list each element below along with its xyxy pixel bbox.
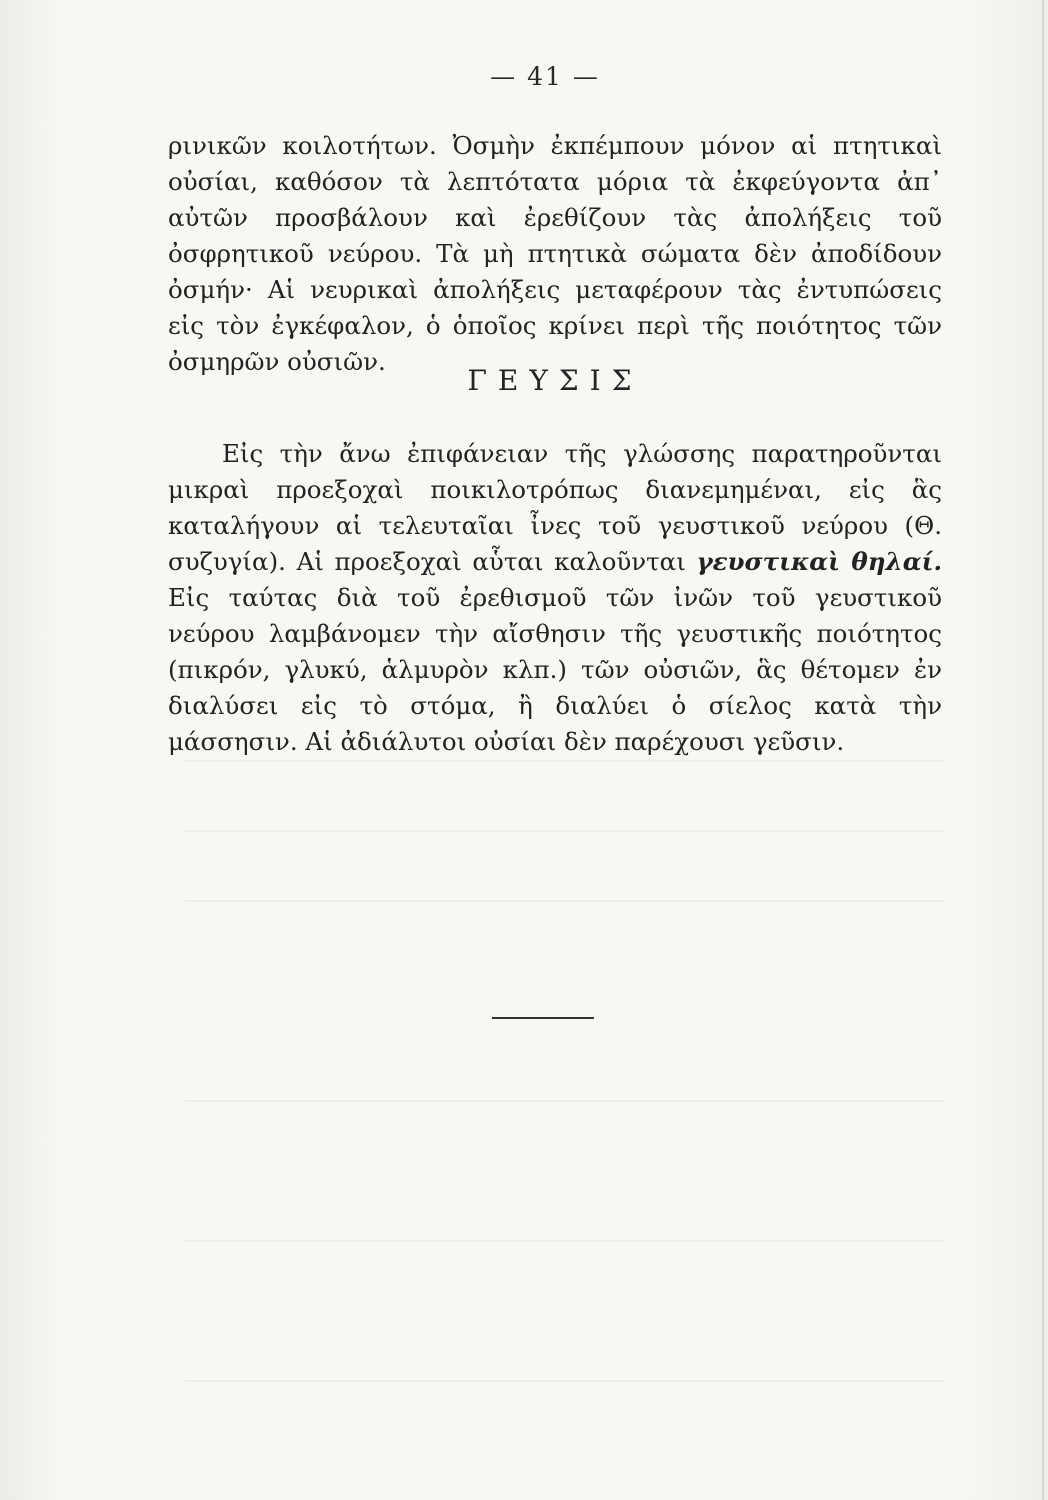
bleed-through-line bbox=[185, 830, 945, 832]
paragraph-smell-text: ρινικῶν κοιλοτήτων. Ὀσμὴν ἐκπέμπουν μόνον αἱ πτητικαὶ οὐσίαι, καθόσον τὰ λεπτότατα μόρια τὰ ἐκφεύγοντα ἀπ᾽ αὐτῶν προσβάλουν καὶ ἐρεθίζουν τὰς ἀπολήξεις τοῦ ὀσφρητικοῦ νεύρου. Τὰ μὴ πτητικὰ σώματα δὲν ἀποδίδουν ὀσμήν· Αἱ νευρικαὶ ἀπολήξεις μεταφέρουν τὰς ἐντυπώσεις εἰς τὸν ἐγκέφαλον, ὁ ὁποῖος κρίνει περὶ τῆς ποιότητος τῶν ὀσμηρῶν οὐσιῶν. bbox=[168, 131, 942, 376]
page-number: — 41 — bbox=[490, 62, 600, 91]
paragraph-taste bbox=[168, 436, 942, 760]
bleed-through-line bbox=[185, 1380, 945, 1382]
taste-papillae-term: γευστικαὶ θηλαί. bbox=[696, 547, 942, 576]
paragraph-taste-before: Εἰς τὴν ἄνω ἐπιφάνειαν τῆς γλώσσης παρατηροῦνται μικραὶ προεξοχαὶ ποικιλοτρόπως διανεμημέναι, εἰς ἃς καταλήγουν αἱ τελευταῖαι ἶνες τοῦ γευστικοῦ νεύρου (Θ. συζυγία). Αἱ προεξοχαὶ αὗται καλοῦνται bbox=[168, 439, 942, 576]
paragraph-smell bbox=[168, 128, 942, 380]
section-end-rule bbox=[492, 1017, 594, 1019]
bleed-through-line bbox=[185, 1100, 945, 1102]
bleed-through-line bbox=[185, 900, 945, 902]
bleed-through-line bbox=[185, 1240, 945, 1242]
page-edge bbox=[1042, 0, 1044, 1500]
section-heading-taste: ΓΕΥΣΙΣ bbox=[467, 364, 643, 397]
paragraph-taste-text bbox=[168, 436, 942, 760]
bleed-through-line bbox=[185, 760, 945, 762]
paragraph-taste-after: Εἰς ταύτας διὰ τοῦ ἐρεθισμοῦ τῶν ἰνῶν τοῦ γευστικοῦ νεύρου λαμβάνομεν τὴν αἴσθησιν τῆς γευστικῆς ποιότητος (πικρόν, γλυκύ, ἁλμυρὸν κλπ.) τῶν οὐσιῶν, ἃς θέτομεν ἐν διαλύσει εἰς τὸ στόμα, ἢ διαλύει ὁ σίελος κατὰ τὴν μάσσησιν. Αἱ ἀδιάλυτοι οὐσίαι δὲν παρέχουσι γεῦσιν. bbox=[168, 583, 942, 756]
